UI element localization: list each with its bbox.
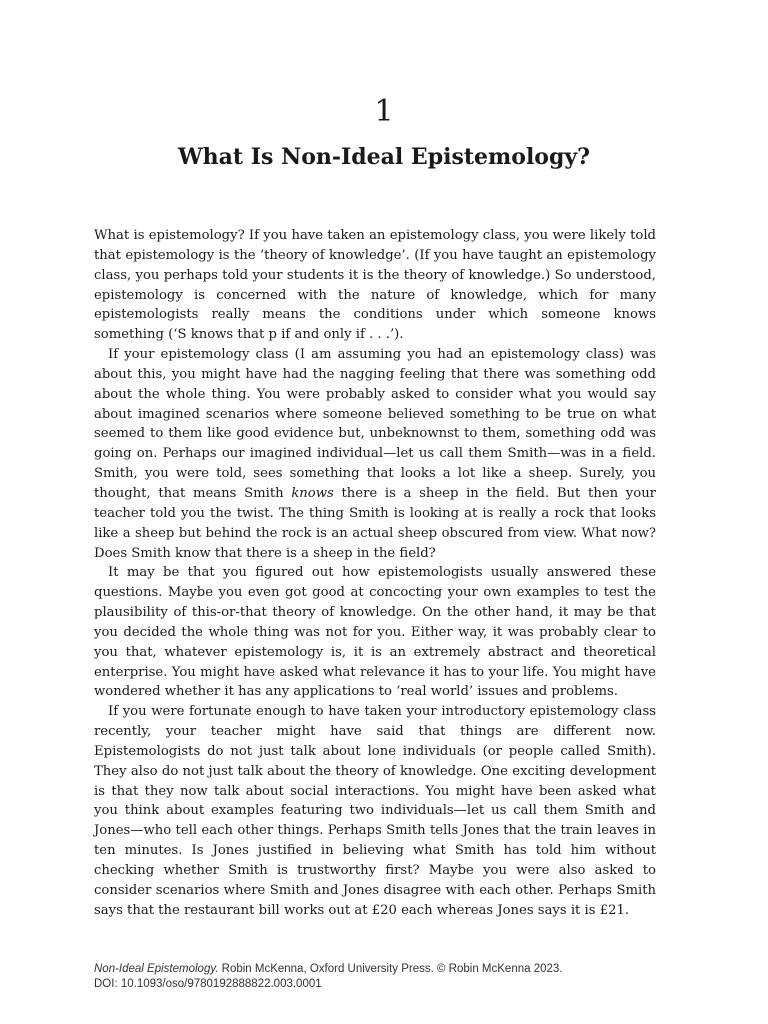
chapter-number: 1 <box>374 94 394 129</box>
emphasis-knows: knows <box>291 485 334 501</box>
paragraph-2 <box>94 345 656 563</box>
paragraph-1: What is epistemology? If you have taken an epistemology class, you were likely told that epistemology is the ‘theory of knowledge’. (If you have taught an epistemology class, you perhaps told your students it is the theory of knowledge.) So understood, epistemology is concerned with the nature of knowledge, which for many epistemologists really means the conditions under which someone knows something (‘S knows that p if and only if . . .’). <box>94 228 656 343</box>
footer-citation: Robin McKenna, Oxford University Press. © Robin McKenna 2023. <box>218 963 563 975</box>
page-footer <box>94 962 694 992</box>
footer-book-title: Non-Ideal Epistemology. <box>94 963 219 975</box>
paragraph-2-text-end: there is a sheep in the field. But then your teacher told you the twist. The thing Smith is looking at is really a rock that looks like a sheep but behind the rock is an actual sheep obscured from view. What now? Does Smith know that there is a sheep in the field? <box>94 485 656 561</box>
chapter-body <box>94 226 656 921</box>
footer-doi: DOI: 10.1093/oso/9780192888822.003.0001 <box>94 978 322 990</box>
chapter-title: What Is Non-Ideal Epistemology? <box>177 144 591 170</box>
paragraph-2-text-start: If your epistemology class (I am assuming you had an epistemology class) was about this, you might have had the nagging feeling that there was something odd about the whole thing. You were probably asked to consider what you would say about imagined scenarios where someone believed something to be true on what seemed to them like good evidence but, unbeknownst to them, something odd was going on. Perhaps our imagined individual—let us call them Smith—was in a field. Smith, you were told, sees something that looks a lot like a sheep. Surely, you thought, that means Smith <box>94 347 656 501</box>
paragraph-3: It may be that you figured out how epistemologists usually answered these questions. Maybe you even got good at concocting your own examples to test the plausibility of this-or-that theory of knowledge. On the other hand, it may be that you decided the whole thing was not for you. Either way, it was probably clear to you that, whatever epistemology is, it is an extremely abstract and theoretical enterprise. You might have asked what relevance it has to your life. You might have wondered whether it has any applications to ‘real world’ issues and problems. <box>94 565 656 700</box>
paragraph-4: If you were fortunate enough to have taken your introductory epistemology class recently, your teacher might have said that things are different now. Epistemologists do not just talk about lone individuals (or people called Smith). They also do not just talk about the theory of knowledge. One exciting development is that they now talk about social interactions. You might have been asked what you think about examples featuring two individuals—let us call them Smith and Jones—who tell each other things. Perhaps Smith tells Jones that the train leaves in ten minutes. Is Jones justified in believing what Smith has told him without checking whether Smith is trustworthy first? Maybe you were also asked to consider scenarios where Smith and Jones disagree with each other. Perhaps Smith says that the restaurant bill works out at £20 each whereas Jones says it is £21. <box>94 704 656 918</box>
footer-citation-line <box>94 962 694 977</box>
